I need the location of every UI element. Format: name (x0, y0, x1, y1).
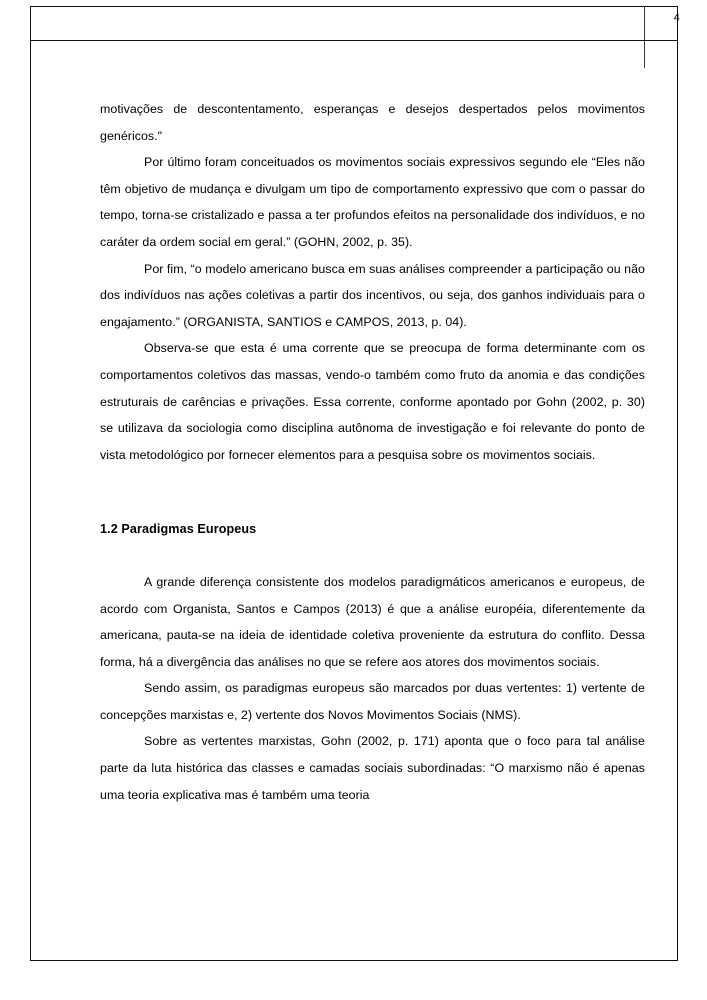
paragraph-4: Observa-se que esta é uma corrente que se preocupa de forma determinante com os comportamentos coletivos das massas, vendo-o também como fruto da anomia e das condições estruturais de carências e privações. Essa corrente, conforme apontado por Gohn (2002, p. 30) se utilizava da sociologia como disciplina autônoma de investigação e foi relevante do ponto de vista metodológico por fornecer elementos para a pesquisa sobre os movimentos sociais. (100, 341, 645, 462)
header-tick-mark (644, 6, 645, 68)
document-body (100, 96, 645, 808)
paragraph-6: Sendo assim, os paradigmas europeus são marcados por duas vertentes: 1) vertente de concepções marxistas e, 2) vertente dos Novos Movimentos Sociais (NMS). (100, 681, 645, 722)
page-number: 4 (673, 12, 680, 24)
header-rule (31, 40, 677, 41)
paragraph-1: motivações de descontentamento, esperanças e desejos despertados pelos movimentos genéricos." (100, 102, 645, 143)
heading-spacer-above (100, 468, 645, 516)
paragraph-7: Sobre as vertentes marxistas, Gohn (2002, p. 171) aponta que o foco para tal análise parte da luta histórica das classes e camadas sociais subordinadas: “O marxismo não é apenas uma teoria explicativa mas é também uma teoria (100, 734, 645, 802)
paragraph-5: A grande diferença consistente dos modelos paradigmáticos americanos e europeus, de acordo com Organista, Santos e Campos (2013) é que a análise européia, diferentemente da americana, pauta-se na ideia de identidade coletiva proveniente da estrutura do conflito. Dessa forma, há a divergência das análises no que se refere aos atores dos movimentos sociais. (100, 574, 645, 669)
paragraph-3: Por fim, “o modelo americano busca em suas análises compreender a participação ou não dos indivíduos nas ações coletivas a partir dos incentivos, ou seja, dos ganhos individuais para o engajamento.” (ORGANISTA, SANTIOS e CAMPOS, 2013, p. 04). (100, 261, 645, 329)
heading-spacer-below (100, 543, 645, 569)
paragraph-2: Por último foram conceituados os movimentos sociais expressivos segundo ele “Eles não têm objetivo de mudança e divulgam um tipo de comportamento expressivo que com o passar do tempo, torna-se cristalizado e passa a ter profundos efeitos na personalidade dos indivíduos, e no caráter da ordem social em geral.” (GOHN, 2002, p. 35). (100, 155, 645, 249)
section-heading: 1.2 Paradigmas Europeus (100, 522, 257, 537)
